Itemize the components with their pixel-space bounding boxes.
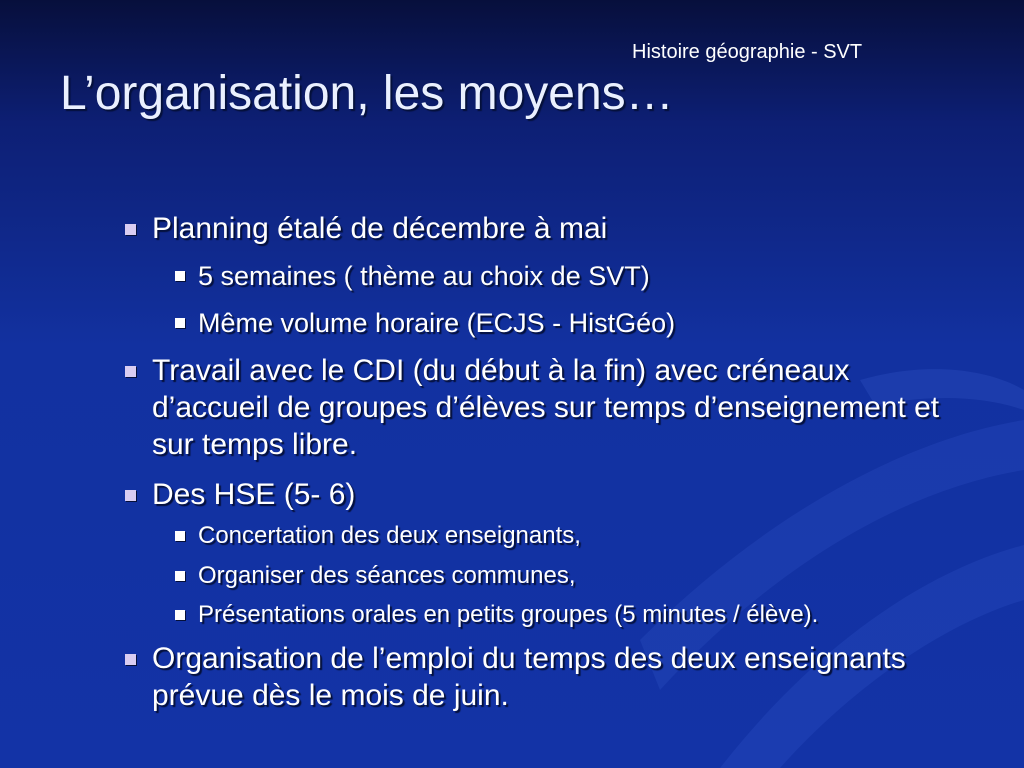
square-bullet-icon <box>175 318 185 328</box>
bullet-text: Concertation des deux enseignants, <box>198 522 581 549</box>
slide-title: L’organisation, les moyens… <box>60 67 674 120</box>
bullet-item-cdi <box>152 352 972 463</box>
bullet-text: 5 semaines ( thème au choix de SVT) <box>198 261 650 291</box>
bullet-text: Travail avec le CDI (du début à la fin) avec créneaux d’accueil de groupes d’élèves sur temps d’enseignement et sur temps libre. <box>152 354 940 461</box>
bullet-item-emploi-du-temps <box>152 640 972 714</box>
sub-bullet-item-weeks <box>198 259 988 293</box>
bullet-item-hse <box>152 476 972 513</box>
square-bullet-icon <box>125 366 136 377</box>
square-bullet-icon <box>175 271 185 281</box>
course-label: Histoire géographie - SVT <box>632 41 863 63</box>
square-bullet-icon <box>175 610 185 620</box>
bullet-text: Planning étalé de décembre à mai <box>152 212 608 245</box>
bullet-text: Même volume horaire (ECJS - HistGéo) <box>198 308 676 338</box>
square-bullet-icon <box>125 490 136 501</box>
bullet-text: Présentations orales en petits groupes (5 minutes / élève). <box>198 601 819 628</box>
bullet-item-planning <box>152 210 972 247</box>
square-bullet-icon <box>125 224 136 235</box>
bullet-text: Organiser des séances communes, <box>198 562 576 589</box>
sub-bullet-item-hours <box>198 306 988 340</box>
sub-bullet-item-concertation <box>198 521 988 551</box>
bullet-text: Organisation de l’emploi du temps des deux enseignants prévue dès le mois de juin. <box>152 642 906 712</box>
square-bullet-icon <box>125 654 136 665</box>
sub-bullet-item-presentations <box>198 600 988 630</box>
square-bullet-icon <box>175 531 185 541</box>
sub-bullet-item-seances <box>198 561 988 591</box>
bullet-text: Des HSE (5- 6) <box>152 478 356 511</box>
square-bullet-icon <box>175 571 185 581</box>
